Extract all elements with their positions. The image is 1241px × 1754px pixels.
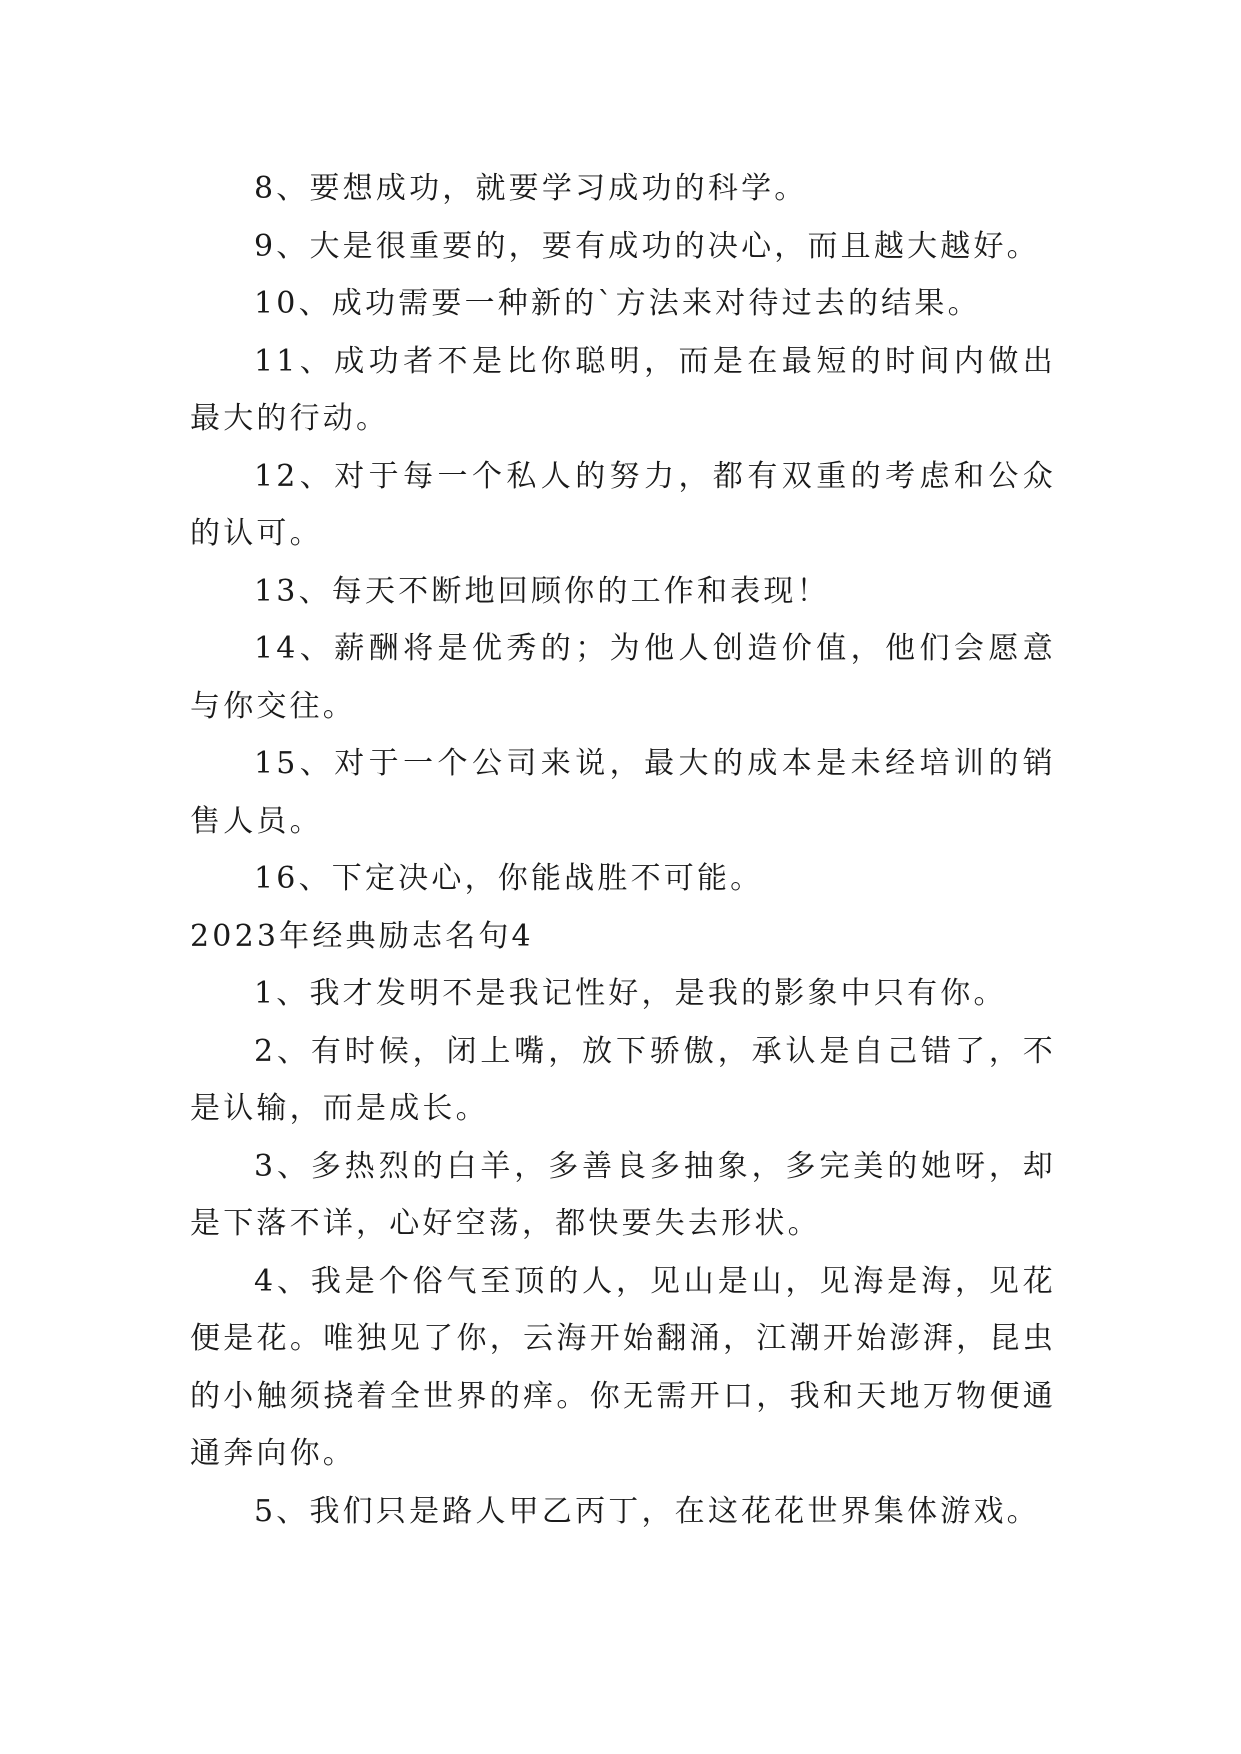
paragraph-item-12: 12、对于每一个私人的努力，都有双重的考虑和公众的认可。 (190, 458, 1056, 551)
paragraph-item-9: 9、大是很重要的，要有成功的决心，而且越大越好。 (254, 228, 1040, 264)
paragraph-item-15: 15、对于一个公司来说，最大的成本是未经培训的销售人员。 (190, 746, 1056, 839)
paragraph-item-5: 5、我们只是路人甲乙丙丁，在这花花世界集体游戏。 (254, 1493, 1040, 1529)
paragraph-item-3: 3、多热烈的白羊，多善良多抽象，多完美的她呀，却是下落不详，心好空荡，都快要失去形状。 (190, 1148, 1056, 1241)
document-body (190, 160, 1056, 1540)
paragraph-item-16: 16、下定决心，你能战胜不可能。 (254, 861, 764, 896)
section-heading: 2023年经典励志名句4 (190, 918, 534, 954)
paragraph-item-8: 8、要想成功，就要学习成功的科学。 (254, 171, 808, 206)
paragraph-item-13: 13、每天不断地回顾你的工作和表现！ (254, 573, 830, 609)
paragraph-item-1: 1、我才发明不是我记性好，是我的影象中只有你。 (254, 976, 1007, 1011)
paragraph-item-2: 2、有时候，闭上嘴，放下骄傲，承认是自己错了，不是认输，而是成长。 (190, 1033, 1056, 1126)
paragraph-item-11: 11、成功者不是比你聪明，而是在最短的时间内做出最大的行动。 (190, 343, 1056, 436)
paragraph-item-10: 10、成功需要一种新的`方法来对待过去的结果。 (254, 286, 981, 321)
paragraph-item-14: 14、薪酬将是优秀的；为他人创造价值，他们会愿意与你交往。 (190, 631, 1056, 724)
paragraph-item-4: 4、我是个俗气至顶的人，见山是山，见海是海，见花便是花。唯独见了你，云海开始翻涌，江潮开始澎湃，昆虫的小触须挠着全世界的痒。你无需开口，我和天地万物便通通奔向你。 (190, 1263, 1056, 1471)
